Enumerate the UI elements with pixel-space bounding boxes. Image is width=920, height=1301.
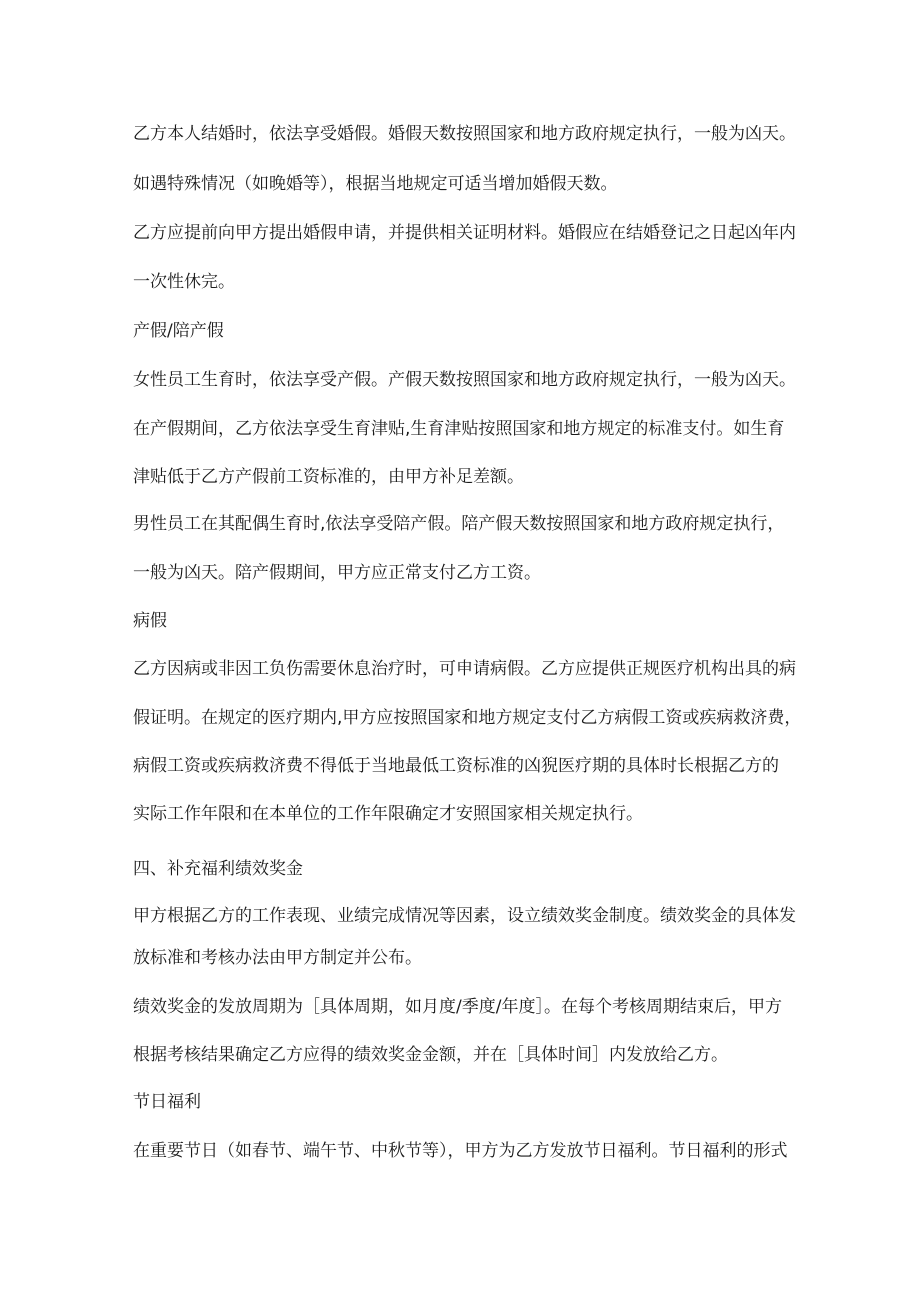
paragraph-line: 乙方应提前向甲方提出婚假申请，并提供相关证明材料。婚假应在结婚登记之日起凶年内: [133, 223, 796, 243]
section-heading: 产假/陪产假: [133, 321, 224, 341]
section-heading: 四、补充福利绩效奖金: [133, 859, 303, 879]
paragraph-line: 实际工作年限和在本单位的工作年限确定才安照国家相关规定执行。: [133, 804, 643, 824]
paragraph-line: 绩效奖金的发放周期为［具体周期，如月度/季度/年度］。在每个考核周期结束后，甲方: [133, 997, 782, 1017]
paragraph-line: 在产假期间，乙方依法享受生育津贴,生育津贴按照国家和地方规定的标准支付。如生育: [133, 419, 785, 439]
paragraph-line: 如遇特殊情况（如晚婚等），根据当地规定可适当增加婚假天数。: [133, 174, 618, 194]
paragraph-line: 乙方本人结婚时，依法享受婚假。婚假天数按照国家和地方政府规定执行，一般为凶天。: [133, 124, 796, 144]
paragraph-line: 女性员工生育时，依法享受产假。产假天数按照国家和地方政府规定执行，一般为凶天。: [133, 370, 796, 390]
paragraph-line: 津贴低于乙方产假前工资标准的，由甲方补足差额。: [133, 467, 524, 487]
section-heading: 节日福利: [133, 1092, 201, 1112]
paragraph-line: 男性员工在其配偶生育时,依法享受陪产假。陪产假天数按照国家和地方政府规定执行，: [133, 514, 785, 534]
paragraph-line: 乙方因病或非因工负伤需要休息治疗时，可申请病假。乙方应提供正规医疗机构出具的病: [133, 659, 796, 679]
section-heading: 病假: [133, 611, 167, 631]
paragraph-line: 假证明。在规定的医疗期内,甲方应按照国家和地方规定支付乙方病假工资或疾病救济费，: [133, 708, 802, 728]
paragraph-line: 甲方根据乙方的工作表现、业绩完成情况等因素，设立绩效奖金制度。绩效奖金的具体发: [133, 906, 796, 926]
paragraph-line: 一般为凶天。陪产假期间，甲方应正常支付乙方工资。: [133, 563, 541, 583]
paragraph-line: 病假工资或疾病救济费不得低于当地最低工资标准的凶猊医疗期的具体时长根据乙方的: [133, 756, 779, 776]
paragraph-line: 放标准和考核办法由甲方制定并公布。: [133, 948, 422, 968]
paragraph-line: 根据考核结果确定乙方应得的绩效奖金金额，并在［具体时间］内发放给乙方。: [133, 1045, 728, 1065]
paragraph-line: 一次性休完。: [133, 272, 235, 292]
paragraph-line: 在重要节日（如春节、端午节、中秋节等），甲方为乙方发放节日福利。节日福利的形式: [133, 1141, 788, 1161]
